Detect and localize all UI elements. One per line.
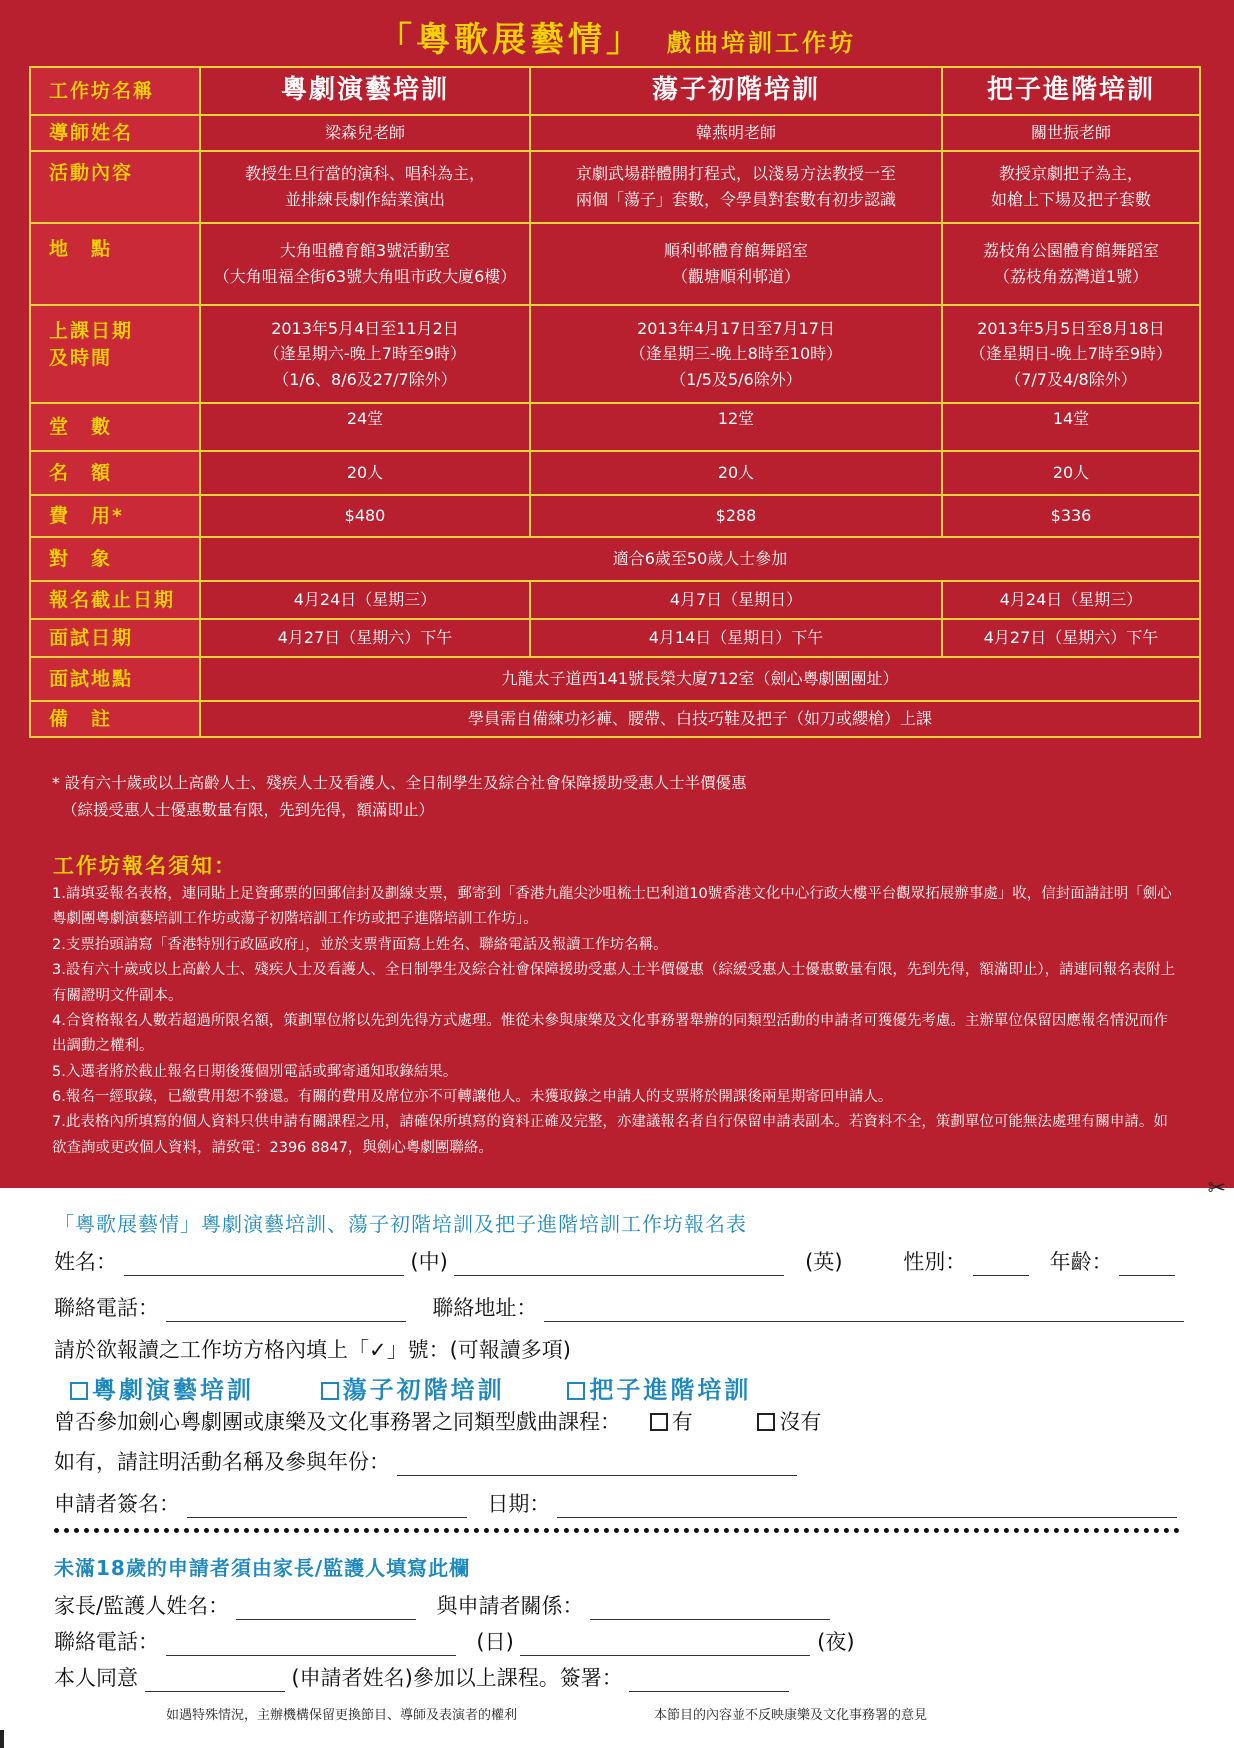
workshop-2-tutor: 韓燕明老師 (530, 115, 942, 151)
checkbox-icon[interactable] (567, 1382, 585, 1400)
phone-label: 聯絡電話： (54, 1296, 159, 1320)
workshop-1-dates-cell (200, 305, 530, 403)
label-interview-venue: 面試地點 (30, 657, 200, 701)
workshop-1-venue: 大角咀體育館3號活動室 (279, 241, 451, 261)
scissors-icon: ✂ (1207, 1176, 1226, 1201)
label-interview-date: 面試日期 (30, 619, 200, 657)
name-row (54, 1246, 1175, 1276)
howto-item: 1.請填妥報名表格，連同貼上足資郵票的回郵信封及劃線支票，郵寄到「香港九龍尖沙咀梳士巴利道10號香港文化中心行政大樓平台觀眾拓展辦事處」收，信封面請註明「劍心粵劇團粵劇演藝培訓工作坊或蕩子初階培訓工作坊或把子進階培訓工作坊」。 (52, 886, 1172, 928)
workshop-1-except: （1/6、8/6及27/7除外） (273, 369, 457, 389)
signature-label: 申請者簽名： (54, 1492, 180, 1516)
signature-row (54, 1488, 1177, 1518)
label-content: 活動內容 (30, 151, 200, 223)
label-deadline: 報名截止日期 (30, 581, 200, 619)
workshop-3-deadline: 4月24日（星期三） (942, 581, 1200, 619)
target-audience: 適合6歲至50歲人士參加 (200, 537, 1200, 581)
applicant-name-input[interactable] (145, 1670, 285, 1692)
workshop-3-content: 教授京劇把子為主， 如槍上下場及把子套數 (942, 151, 1200, 223)
workshop-table (29, 66, 1201, 738)
footer-left: 如遇特殊情況，主辦機構保留更換節目、導師及表演者的權利 (166, 1708, 518, 1723)
previous-course-question: 曾否參加劍心粵劇團或康樂及文化事務署之同類型戲曲課程： (54, 1410, 621, 1434)
label-remarks: 備 註 (30, 701, 200, 737)
day-label: (日) (476, 1630, 514, 1654)
workshop-1-fee: $480 (200, 495, 530, 537)
date-input[interactable] (557, 1496, 1177, 1518)
title-sub: 戲曲培訓工作坊 (667, 29, 857, 57)
name-label: 姓名： (54, 1250, 117, 1274)
workshop-3-lessons: 14堂 (942, 403, 1200, 451)
checkbox-icon[interactable] (650, 1413, 668, 1431)
footer-right: 本節目的內容並不反映康樂及文化事務署的意見 (654, 1708, 928, 1723)
label-tutor: 導師姓名 (30, 115, 200, 151)
previous-no-option[interactable]: 沒有 (757, 1410, 821, 1434)
label-fee: 費 用* (30, 495, 200, 537)
guardian-signature-input[interactable] (629, 1670, 789, 1692)
label-workshop-name: 工作坊名稱 (30, 67, 200, 115)
date-label: 日期： (487, 1492, 551, 1516)
workshop-2-name: 蕩子初階培訓 (530, 67, 942, 115)
howto-item: 3.設有六十歲或以上高齡人士、殘疾人士及看護人、全日制學生及綜合社會保障援助受惠人士半價優惠（綜緩受惠人士優惠數量有限，先到先得，額滿即止），請連同報名表附上有關證明文件副本。 (52, 962, 1176, 1004)
night-label: (夜) (817, 1630, 855, 1654)
chinese-name-input[interactable] (124, 1254, 404, 1276)
option-cantonese-opera[interactable]: 粵劇演藝培訓 (70, 1379, 254, 1403)
workshop-1-venue-address: （大角咀福全街63號大角咀市政大廈6樓） (213, 266, 517, 286)
workshop-1-deadline: 4月24日（星期三） (200, 581, 530, 619)
english-label: (英) (805, 1250, 843, 1274)
workshop-3-except: （7/7及4/8除外） (1005, 369, 1137, 389)
activity-input[interactable] (397, 1454, 797, 1476)
workshop-2-quota: 20人 (530, 451, 942, 495)
workshop-1-time: （逢星期六-晚上7時至9時） (263, 344, 467, 364)
gender-input[interactable] (973, 1254, 1029, 1276)
guardian-phone-label: 聯絡電話： (54, 1630, 159, 1654)
guardian-name-input[interactable] (236, 1598, 416, 1620)
workshop-1-quota: 20人 (200, 451, 530, 495)
checkbox-icon[interactable] (70, 1382, 88, 1400)
discount-note-sub: （綜援受惠人士優惠數量有限，先到先得，額滿即止） (62, 801, 435, 820)
workshop-3-venue-address: （荔枝角荔灣道1號） (993, 266, 1149, 286)
howto-item: 6.報名一經取錄，已繳費用恕不發還。有關的費用及席位亦不可轉讓他人。未獲取錄之申請人的支票將於開課後兩星期寄回申請人。 (52, 1089, 893, 1105)
howto-item: 7.此表格內所填寫的個人資料只供申請有關課程之用，請確保所填寫的資料正確及完整，亦建議報名者自行保留申請表副本。若資料不全，策劃單位可能無法處理有關申請。如欲查詢或更改個人資料，請致電：2396 8847，與劍心粵劇團聯絡。 (52, 1114, 1168, 1156)
if-yes-label: 如有，請註明活動名稱及參與年份： (54, 1450, 390, 1474)
workshop-3-name: 把子進階培訓 (942, 67, 1200, 115)
workshop-3-quota: 20人 (942, 451, 1200, 495)
consent-row (54, 1662, 789, 1692)
consent-text: (申請者姓名)參加以上課程。簽署： (291, 1666, 623, 1690)
howto-title: 工作坊報名須知： (53, 854, 237, 878)
checkbox-icon[interactable] (757, 1413, 775, 1431)
tick-instruction: 請於欲報讀之工作坊方格內填上「✓」號：(可報讀多項) (54, 1338, 571, 1362)
gender-label: 性別： (903, 1250, 967, 1274)
age-label: 年齡： (1049, 1250, 1113, 1274)
workshop-3-time: （逢星期日-晚上7時至9時） (969, 344, 1173, 364)
address-label: 聯絡地址： (432, 1296, 538, 1320)
chinese-label: (中) (410, 1250, 448, 1274)
label-venue: 地 點 (30, 223, 200, 305)
title-main: 「粵歌展藝情」 (377, 20, 644, 60)
guardian-title: 未滿18歲的申請者須由家長/監護人填寫此欄 (54, 1556, 471, 1580)
workshop-3-dates: 2013年5月5日至8月18日 (977, 318, 1165, 338)
workshop-2-venue-address: （觀塘順利邨道） (671, 266, 800, 286)
checkbox-icon[interactable] (321, 1382, 339, 1400)
remarks: 學員需自備練功衫褲、腰帶、白技巧鞋及把子（如刀或纓槍）上課 (200, 701, 1200, 737)
divider (54, 1528, 1180, 1533)
workshop-2-interview: 4月14日（星期日）下午 (530, 619, 942, 657)
workshop-2-venue-cell (530, 223, 942, 305)
discount-note: * 設有六十歲或以上高齡人士、殘疾人士及看護人、全日制學生及綜合社會保障援助受惠人士半價優惠 (52, 774, 747, 792)
phone-input[interactable] (166, 1300, 406, 1322)
workshop-1-interview: 4月27日（星期六）下午 (200, 619, 530, 657)
workshop-2-time: （逢星期三-晚上8時至10時） (629, 344, 843, 364)
label-dates: 上課日期 及時間 (30, 305, 200, 403)
workshop-2-deadline: 4月7日（星期日） (530, 581, 942, 619)
workshop-1-venue-cell (200, 223, 530, 305)
workshop-2-content: 京劇武場群體開打程式，以淺易方法教授一至 兩個「蕩子」套數，令學員對套數有初步認識 (530, 151, 942, 223)
workshop-1-content: 教授生旦行當的演科、唱科為主， 並排練長劇作結業演出 (200, 151, 530, 223)
workshop-3-venue-cell (942, 223, 1200, 305)
guardian-night-phone-input[interactable] (520, 1634, 810, 1656)
interview-venue: 九龍太子道西141號長榮大廈712室（劍心粵劇團團址） (200, 657, 1200, 701)
option-dangzi[interactable]: 蕩子初階培訓 (321, 1379, 505, 1403)
workshop-2-lessons: 12堂 (530, 403, 942, 451)
signature-input[interactable] (187, 1496, 467, 1518)
workshop-2-fee: $288 (530, 495, 942, 537)
contact-row (54, 1292, 1184, 1322)
label-lessons: 堂 數 (30, 403, 200, 451)
address-input[interactable] (544, 1300, 1184, 1322)
guardian-name-row (54, 1590, 830, 1620)
howto-item: 5.入選者將於截止報名日期後獲個別電話或郵寄通知取錄結果。 (52, 1063, 458, 1080)
previous-yes-option[interactable]: 有 (650, 1410, 693, 1434)
workshop-1-tutor: 梁森兒老師 (200, 115, 530, 151)
relation-label: 與申請者關係： (436, 1594, 584, 1618)
guardian-name-label: 家長/監護人姓名： (54, 1594, 230, 1618)
howto-item: 2.支票抬頭請寫「香港特別行政區政府」，並於支票背面寫上姓名、聯絡電話及報讀工作坊名稱。 (52, 936, 668, 953)
workshop-2-dates: 2013年4月17日至7月17日 (637, 318, 835, 338)
howto-item: 4.合資格報名人數若超過所限名額，策劃單位將以先到先得方式處理。惟從未參與康樂及文化事務署舉辦的同類型活動的申請者可獲優先考慮。主辦單位保留因應報名情況而作出調動之權利。 (52, 1012, 1168, 1055)
label-target: 對 象 (30, 537, 200, 581)
workshop-3-venue: 荔枝角公園體育館舞蹈室 (982, 241, 1159, 261)
guardian-day-phone-input[interactable] (166, 1634, 456, 1656)
consent-prefix: 本人同意 (54, 1666, 138, 1690)
form-title: 「粵歌展藝情」粵劇演藝培訓、蕩子初階培訓及把子進階培訓工作坊報名表 (54, 1212, 747, 1236)
option-bazi[interactable]: 把子進階培訓 (567, 1379, 751, 1403)
workshop-2-except: （1/5及5/6除外） (670, 369, 802, 389)
if-yes-row (54, 1446, 797, 1476)
workshop-3-tutor: 關世振老師 (942, 115, 1200, 151)
label-quota: 名 額 (30, 451, 200, 495)
discount-notes (52, 770, 1182, 824)
guardian-phone-row (54, 1626, 855, 1656)
english-name-input[interactable] (454, 1254, 784, 1276)
workshop-1-name: 粵劇演藝培訓 (200, 67, 530, 115)
workshop-1-lessons: 24堂 (200, 403, 530, 451)
workshop-3-dates-cell (942, 305, 1200, 403)
age-input[interactable] (1119, 1254, 1175, 1276)
howto-list (52, 882, 1177, 1161)
workshop-2-venue: 順利邨體育館舞蹈室 (663, 241, 808, 261)
workshop-options (70, 1370, 751, 1405)
workshop-3-fee: $336 (942, 495, 1200, 537)
page-title (0, 12, 1234, 61)
workshop-3-interview: 4月27日（星期六）下午 (942, 619, 1200, 657)
workshop-2-dates-cell (530, 305, 942, 403)
relation-input[interactable] (590, 1598, 830, 1620)
previous-course-row (54, 1406, 821, 1436)
page-edge-mark (0, 1730, 4, 1748)
workshop-1-dates: 2013年5月4日至11月2日 (271, 318, 459, 338)
